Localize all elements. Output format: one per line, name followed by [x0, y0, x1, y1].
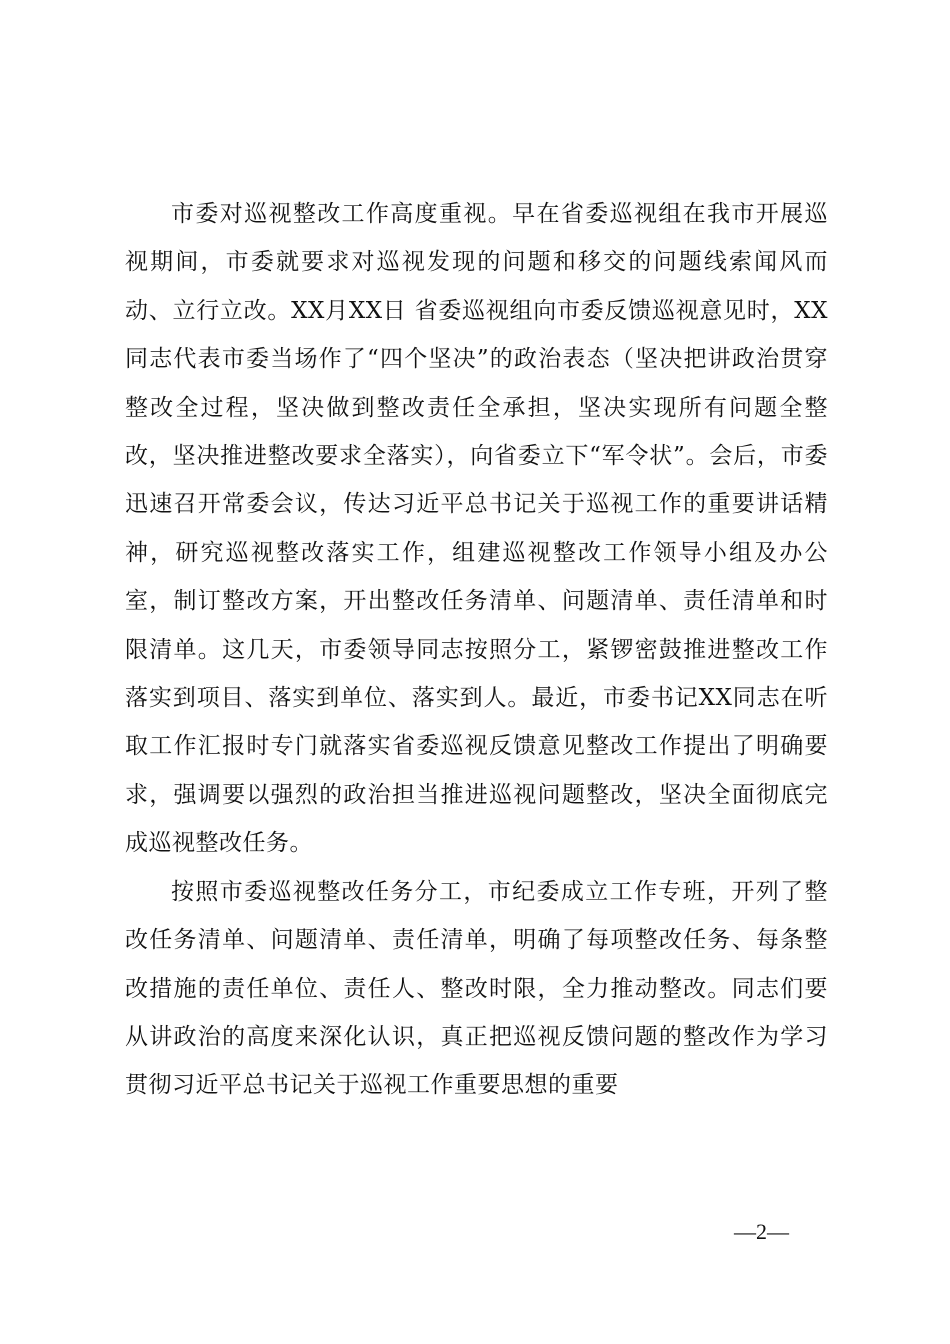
body-text — [125, 190, 828, 1110]
paragraph-1: 市委对巡视整改工作高度重视。早在省委巡视组在我市开展巡视期间，市委就要求对巡视发现的问题和移交的问题线索闻风而动、立行立改。XX月XX日 省委巡视组向市委反馈巡视意见时，XX同志代表市委当场作了“四个坚决”的政治表态（坚决把讲政治贯穿整改全过程，坚决做到整改责任全承担，坚决实现所有问题全整改，坚决推进整改要求全落实），向省委立下“军令状”。会后，市委迅速召开常委会议，传达习近平总书记关于巡视工作的重要讲话精神，研究巡视整改落实工作，组建巡视整改工作领导小组及办公室，制订整改方案，开出整改任务清单、问题清单、责任清单和时限清单。这几天，市委领导同志按照分工，紧锣密鼓推进整改工作落实到项目、落实到单位、落实到人。最近，市委书记XX同志在听取工作汇报时专门就落实省委巡视反馈意见整改工作提出了明确要求，强调要以强烈的政治担当推进巡视问题整改，坚决全面彻底完成巡视整改任务。 — [125, 201, 828, 857]
page-number: —2— — [734, 1219, 789, 1244]
paragraph-2: 按照市委巡视整改任务分工，市纪委成立工作专班，开列了整改任务清单、问题清单、责任清单，明确了每项整改任务、每条整改措施的责任单位、责任人、整改时限，全力推动整改。同志们要从讲政治的高度来深化认识，真正把巡视反馈问题的整改作为学习贯彻习近平总书记关于巡视工作重要思想的重要 — [125, 878, 828, 1099]
